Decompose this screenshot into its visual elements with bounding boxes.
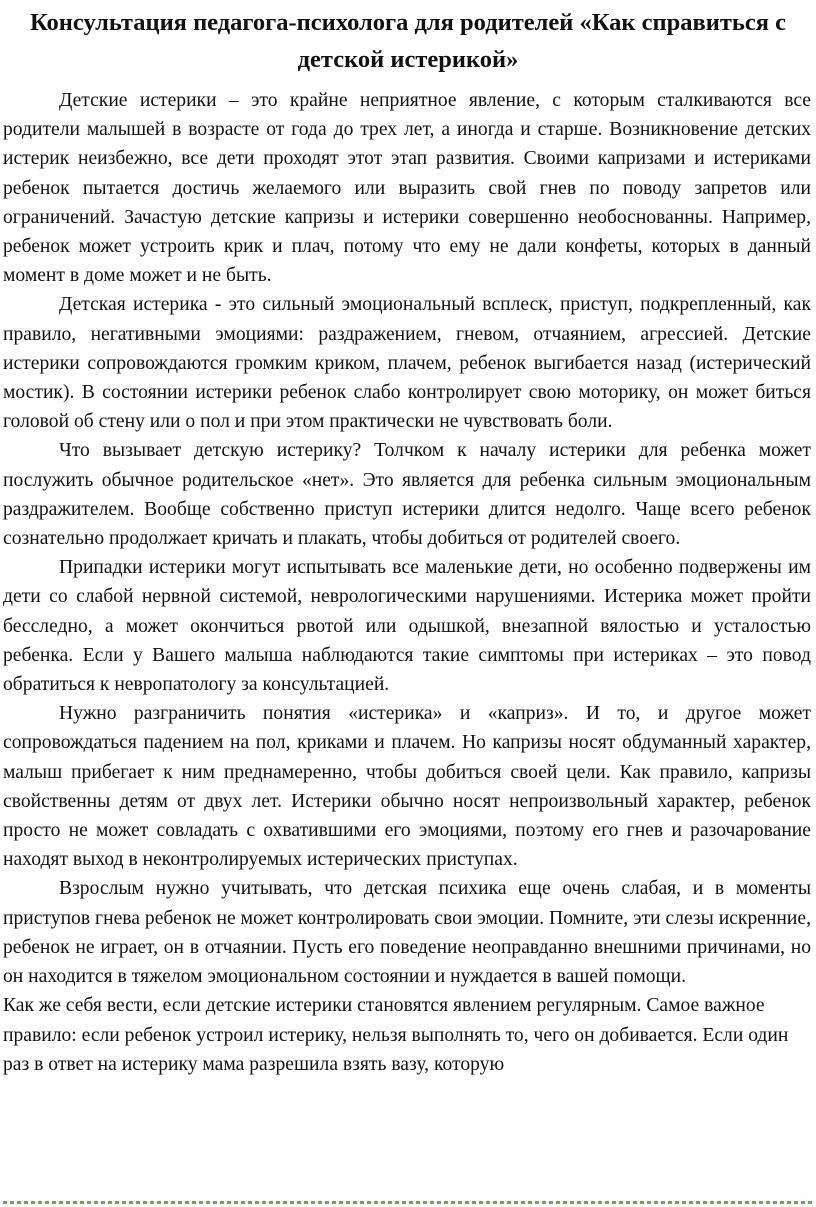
paragraph-5: Нужно разграничить понятия «истерика» и «каприз». И то, и другое может сопровождаться падением на пол, криками и плачем. Но капризы носят обдуманный характер, малыш прибегает к ним преднамеренно, чтобы добиться своей цели. Как правило, капризы свойственны детям от двух лет. Истерики обычно носят непроизвольный характер, ребенок просто не может совладать с охватившими его эмоциями, поэтому его гнев и разочарование находят выход в неконтролируемых истерических приступах. (3, 703, 811, 871)
page-title: Консультация педагога-психолога для родителей «Как справиться с детской истерикой» (30, 9, 787, 73)
paragraph-4: Припадки истерики могут испытывать все маленькие дети, но особенно подвержены им дети со слабой нервной системой, неврологическими нарушениями. Истерика может пройти бесследно, а может окончиться рвотой или одышкой, внезапной вялостью и усталостью ребенка. Если у Вашего малыша наблюдаются такие симптомы при истериках – это повод обратиться к невропатологу за консультацией. (3, 557, 811, 696)
paragraph-3: Что вызывает детскую истерику? Толчком к началу истерики для ребенка может послужить обычное родительское «нет». Это является для ребенка сильным эмоциональным раздражителем. Вообще собственно приступ истерики длится недолго. Чаще всего ребенок сознательно продолжает кричать и плакать, чтобы добиться от родителей своего. (3, 440, 811, 550)
document-body (3, 86, 811, 1079)
green-dotted-border-icon (0, 1198, 816, 1207)
paragraph-6: Взрослым нужно учитывать, что детская психика еще очень слабая, и в моменты приступов гнева ребенок не может контролировать свои эмоции. Помните, эти слезы искренние, ребенок не играет, он в отчаянии. Пусть его поведение неоправданно внешними причинами, но он находится в тяжелом эмоциональном состоянии и нуждается в вашей помощи. (3, 878, 811, 988)
paragraph-2: Детская истерика - это сильный эмоциональный всплеск, приступ, подкрепленный, как правило, негативными эмоциями: раздражением, гневом, отчаянием, агрессией. Детские истерики сопровождаются громким криком, плачем, ребенок выгибается назад (истерический мостик). В состоянии истерики ребенок слабо контролирует свою моторику, он может биться головой об стену или о пол и при этом практически не чувствовать боли. (3, 294, 811, 433)
paragraph-1: Детские истерики – это крайне неприятное явление, с которым сталкиваются все родители малышей в возрасте от года до трех лет, а иногда и старше. Возникновение детских истерик неизбежно, все дети проходят этот этап развития. Своими капризами и истериками ребенок пытается достичь желаемого или выразить свой гнев по поводу запретов или ограничений. Зачастую детские капризы и истерики совершенно необоснованны. Например, ребенок может устроить крик и плач, потому что ему не дали конфеты, которых в данный момент в доме может и не быть. (3, 90, 811, 287)
paragraph-7: Как же себя вести, если детские истерики становятся явлением регулярным. Самое важное правило: если ребенок устроил истерику, нельзя выполнять то, чего он добивается. Если один раз в ответ на истерику мама разрешила взять вазу, которую (3, 995, 789, 1075)
